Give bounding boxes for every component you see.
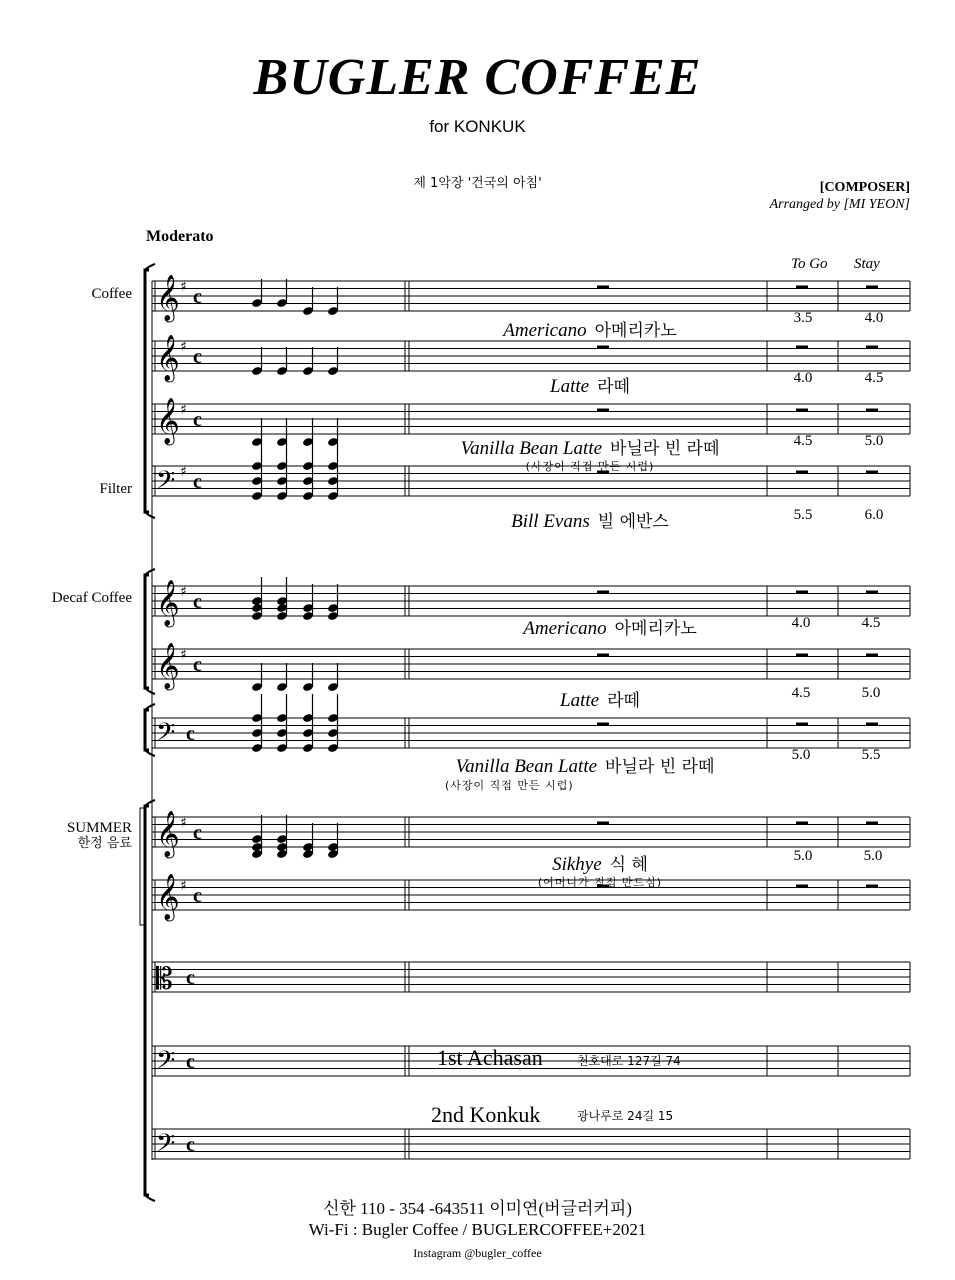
price-to-go: 4.5 bbox=[791, 685, 811, 701]
composer-label: [COMPOSER] bbox=[819, 180, 910, 195]
rest-icon bbox=[796, 286, 808, 289]
rest-icon bbox=[866, 471, 878, 474]
rest-icon bbox=[597, 822, 609, 825]
price-to-go: 3.5 bbox=[793, 310, 813, 326]
price-to-go: 4.0 bbox=[791, 615, 811, 631]
menu-item-filter-bill-evans bbox=[410, 507, 770, 533]
item-name: Sikhye bbox=[552, 854, 602, 875]
item-name-ko: 라떼 bbox=[597, 377, 630, 397]
price-to-go: 5.0 bbox=[791, 747, 811, 763]
sharp-icon: ♯ bbox=[180, 402, 187, 418]
clef-icon: 𝄞 bbox=[156, 643, 180, 689]
rest-icon bbox=[597, 286, 609, 289]
clef-icon: 𝄢 bbox=[156, 718, 176, 753]
rest-icon bbox=[866, 885, 878, 888]
rest-icon bbox=[866, 723, 878, 726]
menu-item-coffee-latte bbox=[410, 372, 770, 398]
subtitle: for KONKUK bbox=[429, 117, 526, 136]
location-address: 천호대로 127길 74 bbox=[577, 1054, 681, 1068]
item-name: Latte bbox=[560, 690, 600, 711]
rest-icon bbox=[866, 591, 878, 594]
price-stay: 6.0 bbox=[864, 507, 884, 523]
menu-item-decaf-latte bbox=[420, 686, 780, 712]
price-to-go: 5.0 bbox=[793, 848, 813, 864]
location-name: 1st Achasan bbox=[437, 1045, 543, 1070]
tempo-marking: Moderato bbox=[146, 228, 214, 245]
rest-icon bbox=[796, 591, 808, 594]
clef-icon: 𝄢 bbox=[156, 1129, 176, 1164]
system-bracket bbox=[145, 806, 149, 1195]
clef-icon: 𝄞 bbox=[156, 811, 180, 857]
clef-icon: 𝄞 bbox=[156, 874, 180, 920]
rest-icon bbox=[866, 286, 878, 289]
item-note: (사장이 직접 만든 시럽) bbox=[445, 779, 574, 792]
time-signature: c bbox=[186, 723, 195, 745]
time-signature: c bbox=[186, 1051, 195, 1073]
item-name-ko: 라떼 bbox=[607, 691, 640, 711]
bank-account: 신한 110 - 354 -643511 이미연(버글러커피) bbox=[323, 1199, 632, 1218]
clef-icon: 𝄢 bbox=[156, 466, 176, 501]
section-label-summer-line1: SUMMER bbox=[66, 820, 132, 836]
item-note: (어머니가 직접 만드심) bbox=[537, 876, 663, 889]
price-stay: 4.5 bbox=[864, 370, 884, 386]
price-to-go: 4.5 bbox=[793, 433, 813, 449]
clef-icon: 𝄞 bbox=[156, 580, 180, 626]
rest-icon bbox=[796, 822, 808, 825]
item-name-ko: 식 혜 bbox=[609, 855, 648, 875]
rest-icon bbox=[866, 409, 878, 412]
rest-icon bbox=[866, 822, 878, 825]
rest-icon bbox=[796, 409, 808, 412]
section-label-summer-line2: 한정 음료 bbox=[77, 836, 132, 851]
sharp-icon: ♯ bbox=[180, 878, 187, 894]
column-header-to-go: To Go bbox=[791, 256, 828, 272]
instagram-handle: Instagram @bugler_coffee bbox=[413, 1246, 542, 1260]
item-note: (사장이 직접 만든 시럽) bbox=[525, 460, 655, 473]
time-signature: c bbox=[193, 471, 202, 493]
item-name: Vanilla Bean Latte bbox=[460, 438, 603, 459]
rest-icon bbox=[597, 591, 609, 594]
item-name: Americano bbox=[523, 618, 607, 639]
price-stay: 5.0 bbox=[863, 848, 883, 864]
wifi-info: Wi-Fi : Bugler Coffee / BUGLERCOFFEE+2021 bbox=[308, 1220, 647, 1239]
rest-icon bbox=[796, 346, 808, 349]
menu-item-decaf-vanilla bbox=[405, 752, 765, 778]
rest-icon bbox=[597, 654, 609, 657]
arranger-label: Arranged by [MI YEON] bbox=[769, 197, 910, 212]
section-label-filter: Filter bbox=[99, 481, 132, 497]
sharp-icon: ♯ bbox=[180, 647, 187, 663]
location-address: 광나루로 24길 15 bbox=[577, 1109, 674, 1123]
time-signature: c bbox=[193, 346, 202, 368]
location-name: 2nd Konkuk bbox=[431, 1102, 541, 1127]
page-title: BUGLER COFFEE bbox=[253, 49, 702, 106]
menu-item-coffee-vanilla bbox=[410, 434, 770, 460]
rest-icon bbox=[597, 723, 609, 726]
item-name-ko: 빌 에반스 bbox=[597, 512, 669, 532]
menu-item-decaf-americano bbox=[430, 614, 790, 640]
rest-icon bbox=[796, 471, 808, 474]
system-bracket bbox=[145, 575, 149, 688]
item-name: Bill Evans bbox=[511, 511, 590, 532]
item-name-ko: 바닐라 빈 라떼 bbox=[610, 439, 720, 459]
time-signature: c bbox=[193, 591, 202, 613]
item-name-ko: 바닐라 빈 라떼 bbox=[605, 757, 715, 777]
price-stay: 5.0 bbox=[861, 685, 881, 701]
rest-icon bbox=[796, 885, 808, 888]
item-name-ko: 아메리카노 bbox=[594, 321, 677, 341]
clef-icon: 𝄢 bbox=[156, 1046, 176, 1081]
time-signature: c bbox=[193, 654, 202, 676]
clef-icon: 𝄞 bbox=[156, 335, 180, 381]
time-signature: c bbox=[186, 967, 195, 989]
time-signature: c bbox=[193, 286, 202, 308]
rest-icon bbox=[866, 654, 878, 657]
clef-icon: 𝄡 bbox=[156, 962, 173, 997]
item-name: Latte bbox=[550, 376, 590, 397]
item-name-ko: 아메리카노 bbox=[614, 619, 697, 639]
price-to-go: 5.5 bbox=[793, 507, 813, 523]
item-name: Vanilla Bean Latte bbox=[455, 756, 598, 777]
section-label-summer bbox=[67, 820, 132, 852]
time-signature: c bbox=[186, 1134, 195, 1156]
menu-item-coffee-americano bbox=[410, 316, 770, 342]
section-label-coffee: Coffee bbox=[91, 286, 132, 302]
rest-icon bbox=[597, 409, 609, 412]
clef-icon: 𝄞 bbox=[156, 275, 180, 321]
section-label-decaf: Decaf Coffee bbox=[51, 590, 132, 606]
sharp-icon: ♯ bbox=[180, 339, 187, 355]
time-signature: c bbox=[193, 822, 202, 844]
movement-title: 제 1악장 '건국의 아침' bbox=[413, 176, 542, 191]
price-stay: 4.0 bbox=[864, 310, 884, 326]
price-stay: 4.5 bbox=[861, 615, 881, 631]
sharp-icon: ♯ bbox=[180, 584, 187, 600]
column-header-stay: Stay bbox=[854, 256, 880, 272]
price-to-go: 4.0 bbox=[793, 370, 813, 386]
price-stay: 5.0 bbox=[864, 433, 884, 449]
menu-item-summer-sikhye bbox=[420, 850, 780, 876]
item-name: Americano bbox=[503, 320, 587, 341]
time-signature: c bbox=[193, 409, 202, 431]
clef-icon: 𝄞 bbox=[156, 398, 180, 444]
system-bracket bbox=[145, 270, 149, 512]
sharp-icon: ♯ bbox=[180, 279, 187, 295]
rest-icon bbox=[866, 346, 878, 349]
rest-icon bbox=[796, 654, 808, 657]
sharp-icon: ♯ bbox=[180, 464, 187, 480]
time-signature: c bbox=[193, 885, 202, 907]
rest-icon bbox=[597, 346, 609, 349]
price-stay: 5.5 bbox=[861, 747, 881, 763]
rest-icon bbox=[796, 723, 808, 726]
sharp-icon: ♯ bbox=[180, 815, 187, 831]
system-bracket bbox=[145, 710, 149, 750]
